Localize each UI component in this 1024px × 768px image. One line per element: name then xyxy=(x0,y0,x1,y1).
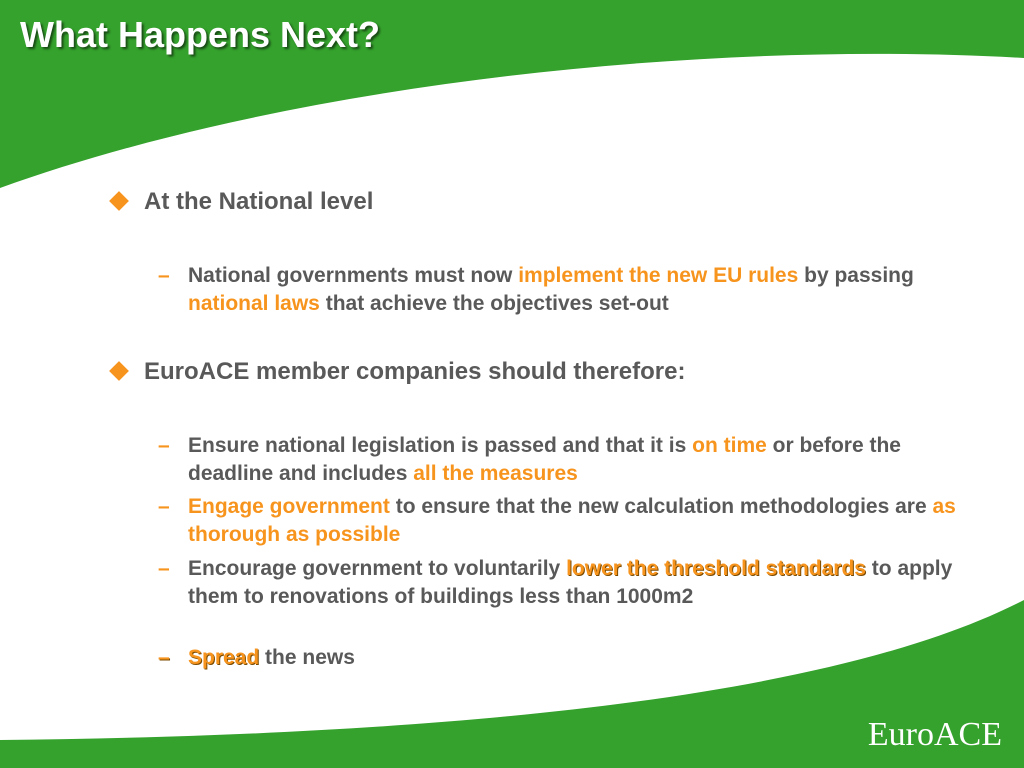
sub-item-national-governments xyxy=(160,262,960,318)
bullet-member-companies xyxy=(106,358,685,386)
sub-item-spread-news xyxy=(160,644,960,672)
dash-bullet-icon: – xyxy=(158,264,170,287)
dash-bullet-icon: – xyxy=(158,495,170,518)
text-segment: that achieve the objectives set-out xyxy=(319,292,669,315)
sub-item-text xyxy=(188,262,960,318)
sub-item-engage-government xyxy=(160,493,960,549)
page-title: What Happens Next? xyxy=(20,14,381,55)
euroace-logo: EuroACE xyxy=(867,716,1002,753)
highlight-text: on time xyxy=(692,434,767,457)
sub-item-text xyxy=(188,555,960,611)
dash-bullet-icon: – xyxy=(158,557,170,580)
diamond-bullet-icon xyxy=(109,191,129,211)
highlight-text: all the measures xyxy=(413,462,578,485)
sub-item-text xyxy=(188,432,960,488)
highlight-text: Engage government xyxy=(188,495,390,518)
diamond-bullet-icon xyxy=(109,361,129,381)
text-segment: Encourage government to voluntarily xyxy=(188,557,567,580)
bullet-label: At the National level xyxy=(144,188,374,215)
text-segment: to apply them to renovations of buildings less than 1000m2 xyxy=(188,557,953,608)
bullet-label: EuroACE member companies should therefore: xyxy=(144,358,686,385)
text-segment: the news xyxy=(259,646,355,669)
dash-bullet-icon: – xyxy=(158,646,170,669)
text-segment: Ensure national legislation is passed and that it is xyxy=(188,434,693,457)
dash-bullet-icon: – xyxy=(158,434,170,457)
text-segment: to ensure that the new calculation methodologies are xyxy=(389,495,933,518)
text-segment: by passing xyxy=(798,264,914,287)
bullet-national-level xyxy=(106,188,373,216)
sub-item-text xyxy=(188,644,960,672)
text-segment: National governments must now xyxy=(188,264,519,287)
highlight-text: lower the threshold standards xyxy=(566,557,866,580)
highlight-text: national laws xyxy=(188,292,320,315)
sub-item-encourage-government xyxy=(160,555,960,611)
highlight-text: implement the new EU rules xyxy=(518,264,799,287)
highlight-text: Spread xyxy=(188,646,260,669)
sub-item-ensure-legislation xyxy=(160,432,960,488)
sub-item-text xyxy=(188,493,960,549)
text-segment: or before the deadline and includes xyxy=(188,434,901,485)
highlight-text: as thorough as possible xyxy=(188,495,956,546)
